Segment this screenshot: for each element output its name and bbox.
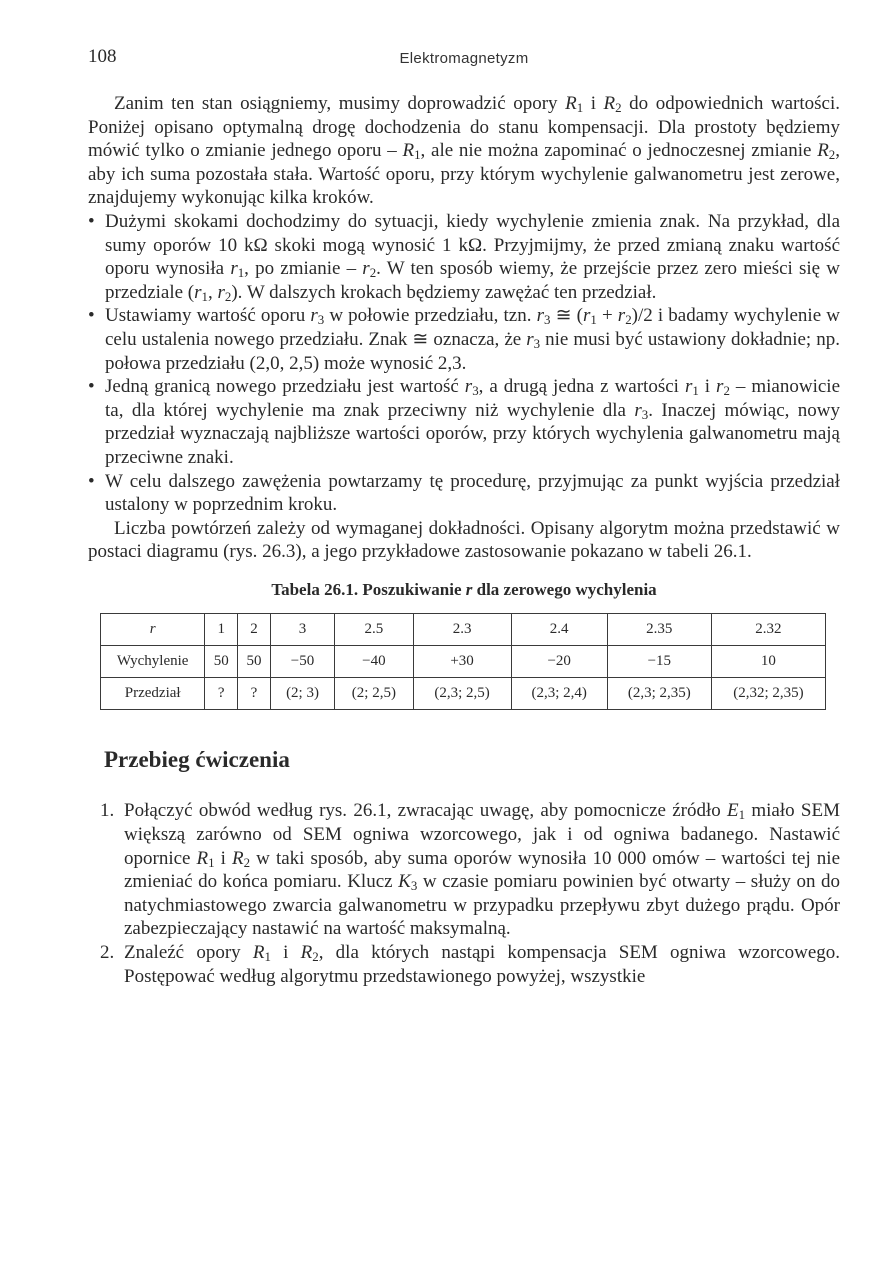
table-cell: 10 (711, 646, 825, 678)
table-header-cell: Przedział (101, 678, 205, 710)
table-cell: −40 (335, 646, 413, 678)
table-cell: 50 (205, 646, 238, 678)
page-header (88, 46, 840, 72)
table-row-przedzial (101, 678, 826, 710)
table-cell: 2.5 (335, 614, 413, 646)
running-title: Elektromagnetyzm (399, 50, 529, 67)
table-header-cell: Wychylenie (101, 646, 205, 678)
table-cell: (2; 3) (270, 678, 334, 710)
table-header-cell: r (101, 614, 205, 646)
table-cell: (2; 2,5) (335, 678, 413, 710)
table-row-wychylenie (101, 646, 826, 678)
table-cell: (2,3; 2,5) (413, 678, 511, 710)
table-cell: ? (205, 678, 238, 710)
table-row-r (101, 614, 826, 646)
table-cell: 2.35 (607, 614, 711, 646)
table-cell: −50 (270, 646, 334, 678)
page-content (88, 92, 840, 988)
table-cell: 2.32 (711, 614, 825, 646)
table-cell: 50 (238, 646, 271, 678)
bullet-midpoint: • Ustawiamy wartość oporu $r_3$ w połowie przedziału, tzn. $r_3$ ≅ $(r_1 + r_2)/2$ i badamy wychylenie w celu ustalenia nowego przedziału. Znak ≅ oznacza, że $r_3$ nie musi być ustawiony dokładnie; np. połowa przedziału (2,0, 2,5) może wynosić 2,3. (88, 304, 840, 375)
table-cell: 1 (205, 614, 238, 646)
search-table (100, 613, 826, 710)
table-cell: 2.3 (413, 614, 511, 646)
bullet-new-interval: • Jedną granicą nowego przedziału jest wartość $r_3$, a drugą jedna z wartości $r_1$ i $r_2$ – mianowicie ta, dla której wychylenie ma znak przeciwny niż wychylenie dla $r_3$. Inaczej mówiąc, nowy przedział wyznaczają najbliższe wartości oporów, przy których wychylenia galwanometru mają przeciwne znaki. (88, 375, 840, 469)
procedure-list (88, 799, 840, 988)
step-number: 1. (100, 800, 115, 822)
table-cell: 2 (238, 614, 271, 646)
table-cell: (2,32; 2,35) (711, 678, 825, 710)
table-cell: −15 (607, 646, 711, 678)
table-cell: ? (238, 678, 271, 710)
algorithm-steps-list (88, 210, 840, 517)
procedure-step-2: 2. Znaleźć opory $R_1$ i $R_2$, dla których nastąpi kompensacja SEM ogniwa wzorcowego. Postępować według algorytmu przedstawionego powyżej, wszystkie (100, 942, 840, 987)
table-cell: −20 (511, 646, 607, 678)
summary-paragraph: Liczba powtórzeń zależy od wymaganej dokładności. Opisany algorytm można przedstawić w postaci diagramu (rys. 26.3), a jego przykładowe zastosowanie pokazano w tabeli 26.1. (88, 517, 840, 563)
table-caption: Tabela 26.1. Poszukiwanie r dla zerowego wychylenia (271, 579, 657, 599)
table-cell: 3 (270, 614, 334, 646)
bullet-coarse-steps: • Dużymi skokami dochodzimy do sytuacji, kiedy wychylenie zmienia znak. Na przykład, dla sumy oporów 10 kΩ skoki mogą wynosić 1 kΩ. Przyjmijmy, że przed zmianą znaku wartość oporu wynosiła $r_1$, po zmianie – $r_2$. W ten sposób wiemy, że przejście przez zero mieści się w przedziale ($r_1$, $r_2$). W dalszych krokach będziemy zawężać ten przedział. (88, 210, 840, 304)
bullet-repeat: • W celu dalszego zawężenia powtarzamy tę procedurę, przyjmując za punkt wyjścia przedział ustalony w poprzednim kroku. (88, 470, 840, 517)
page-number: 108 (88, 46, 117, 67)
table-cell: (2,3; 2,4) (511, 678, 607, 710)
table-cell: +30 (413, 646, 511, 678)
table-cell: 2.4 (511, 614, 607, 646)
procedure-step-1: 1. Połączyć obwód według rys. 26.1, zwracając uwagę, aby pomocnicze źródło $E_1$ miało SEM większą zarówno od SEM ogniwa wzorcowego, jak i od ogniwa badanego. Nastawić opornice $R_1$ i $R_2$ w taki sposób, aby suma oporów wynosiła 10 000 omów – wartości tej nie zmieniać do końca pomiaru. Klucz $K_3$ w czasie pomiaru powinien być otwarty – służy on do natychmiastowego zwarcia galwanometru w przypadku przepływu zbyt dużego prądu. Opór zabezpieczający nastawić na wartość maksymalną. (100, 800, 841, 940)
section-heading: Przebieg ćwiczenia (104, 747, 290, 773)
table-cell: (2,3; 2,35) (607, 678, 711, 710)
intro-paragraph: Zanim ten stan osiągniemy, musimy doprowadzić opory $R_1$ i $R_2$ do odpowiednich wartości. Poniżej opisano optymalną drogę dochodzenia do stanu kompensacji. Dla prostoty będziemy mówić tylko o zmianie jednego oporu – $R_1$, ale nie można zapominać o jednoczesnej zmianie $R_2$, aby ich suma pozostała stała. Wartość oporu, przy którym wychylenie galwanometru jest zerowe, znajdujemy wykonując kilka kroków. (88, 93, 841, 209)
step-number: 2. (100, 942, 115, 964)
